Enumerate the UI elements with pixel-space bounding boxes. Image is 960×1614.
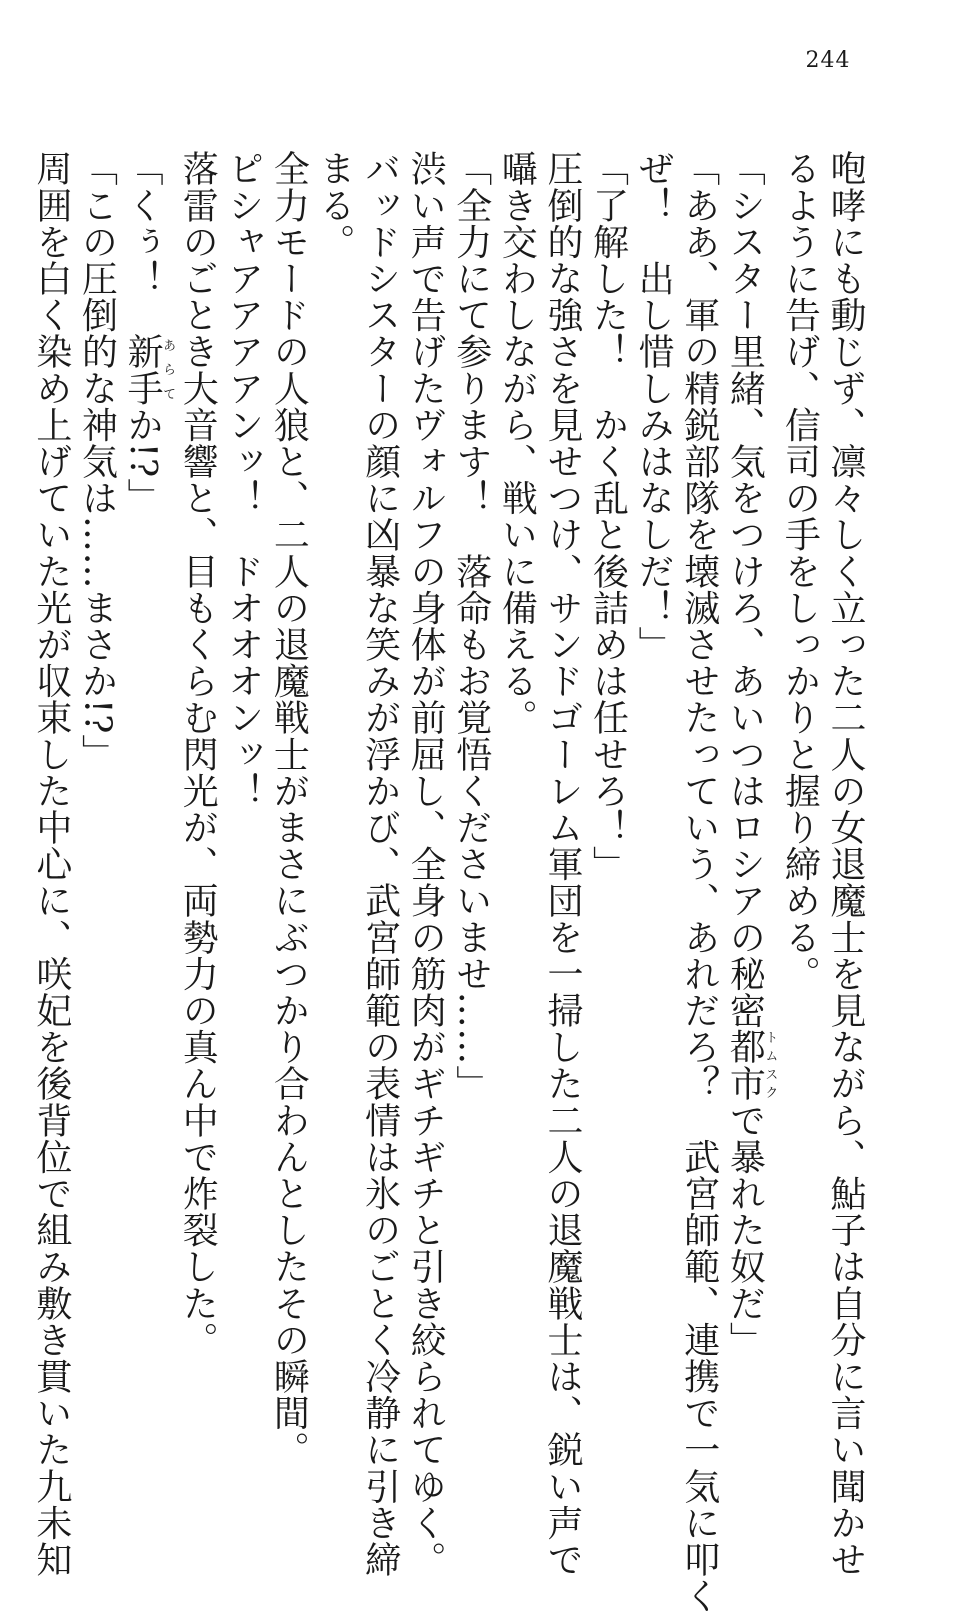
text-line: まる。 (313, 150, 355, 260)
text-line: 「くぅ！ 新手あらてか!?」 (122, 150, 176, 515)
text-line: 落雷のごとき大音響と、目もくらむ閃光が、両勢力の真ん中で炸裂した。 (177, 150, 219, 1358)
ruby-reading: トムスク (762, 1028, 778, 1102)
text-line: 圧倒的な強さを見せつけ、サンドゴーレム軍団を一掃した二人の退魔戦士は、鋭い声で (541, 150, 583, 1578)
text-line: 「シスター里緒、気をつけろ、あいつはロシアの秘密都市トムスクで暴れた奴だ」 (724, 150, 778, 1358)
text-line: 「全力にて参ります！ 落命もお覚悟くださいませ……」 (450, 150, 492, 1102)
text-line: 周囲を白く染め上げていた光が収束した中心に、咲妃を後背位で組み敷き貫いた九未知 (30, 150, 72, 1578)
body-text (28, 150, 868, 1614)
page-number: 244 (805, 48, 851, 73)
text-line: 全力モードの人狼と、二人の退魔戦士がまさにぶつかり合わんとしたその瞬間。 (268, 150, 310, 1468)
ruby-annotation: 都市トムスク (724, 1028, 778, 1102)
text-line: 渋い声で告げたヴォルフの身体が前屈し、全身の筋肉がギチギチと引き絞られてゆく。 (405, 150, 447, 1578)
ruby-annotation: 新手あらて (122, 333, 176, 407)
text-line: 咆哮にも動じず、凛々しく立った二人の女退魔士を見ながら、鮎子は自分に言い聞かせ (825, 150, 866, 1578)
text-line: 「了解した！ かく乱と後詰めは任せろ！」 (587, 150, 629, 882)
text-line: ピシャアアアアンッ！ ドオオオンッ！ (222, 150, 264, 809)
ruby-reading: あらて (160, 333, 176, 407)
text-line: 「この圧倒的な神気は……まさか!?」 (76, 150, 118, 771)
text-line: ぜ！ 出し惜しみはなしだ！」 (633, 150, 675, 663)
text-line: 「ああ、軍の精鋭部隊を壊滅させたっていう、あれだろ？ 武宮師範、連携で一気に叩く (678, 150, 720, 1614)
text-line: バッドシスターの顔に凶暴な笑みが浮かび、武宮師範の表情は氷のごとく冷静に引き締 (359, 150, 401, 1578)
text-line: 囁き交わしながら、戦いに備える。 (496, 150, 538, 736)
text-line: るように告げ、信司の手をしっかりと握り締める。 (779, 150, 821, 992)
